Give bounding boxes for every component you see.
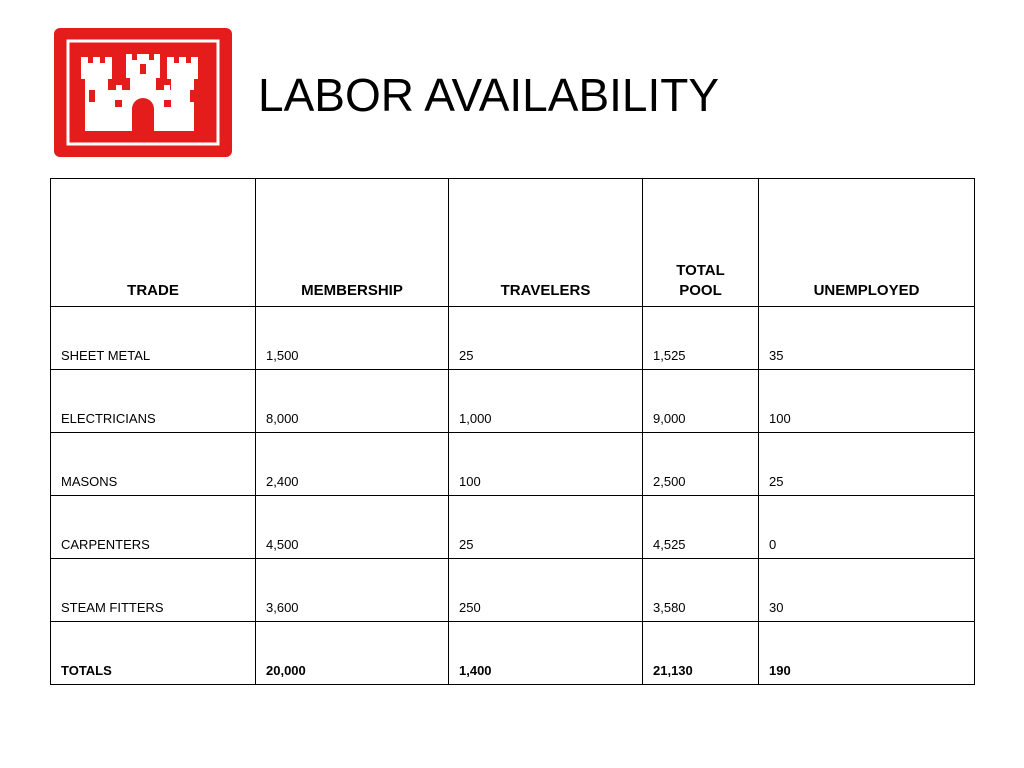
table-row bbox=[51, 433, 975, 496]
cell-unemployed: 100 bbox=[759, 370, 975, 433]
cell-total-pool: 1,525 bbox=[643, 307, 759, 370]
totals-membership: 20,000 bbox=[256, 622, 449, 685]
cell-unemployed: 30 bbox=[759, 559, 975, 622]
cell-membership: 8,000 bbox=[256, 370, 449, 433]
header-travelers: TRAVELERS bbox=[449, 179, 643, 307]
totals-travelers: 1,400 bbox=[449, 622, 643, 685]
cell-total-pool: 2,500 bbox=[643, 433, 759, 496]
cell-total-pool: 3,580 bbox=[643, 559, 759, 622]
cell-membership: 3,600 bbox=[256, 559, 449, 622]
cell-total-pool: 4,525 bbox=[643, 496, 759, 559]
cell-trade: SHEET METAL bbox=[51, 307, 256, 370]
cell-unemployed: 25 bbox=[759, 433, 975, 496]
castle-logo bbox=[54, 28, 232, 157]
header-total-pool-line2: POOL bbox=[679, 282, 722, 299]
header-total-pool bbox=[643, 179, 759, 307]
cell-travelers: 100 bbox=[449, 433, 643, 496]
table-row bbox=[51, 307, 975, 370]
cell-travelers: 25 bbox=[449, 307, 643, 370]
totals-label: TOTALS bbox=[51, 622, 256, 685]
castle-icon bbox=[54, 28, 232, 157]
cell-trade: STEAM FITTERS bbox=[51, 559, 256, 622]
table-row bbox=[51, 559, 975, 622]
totals-unemployed: 190 bbox=[759, 622, 975, 685]
header-unemployed: UNEMPLOYED bbox=[759, 179, 975, 307]
table-row bbox=[51, 496, 975, 559]
totals-row bbox=[51, 622, 975, 685]
header-trade: TRADE bbox=[51, 179, 256, 307]
cell-membership: 1,500 bbox=[256, 307, 449, 370]
cell-unemployed: 0 bbox=[759, 496, 975, 559]
cell-travelers: 250 bbox=[449, 559, 643, 622]
labor-table bbox=[50, 178, 975, 685]
header-total-pool-line1: TOTAL bbox=[676, 262, 725, 279]
page-title: LABOR AVAILABILITY bbox=[258, 69, 720, 121]
header-membership: MEMBERSHIP bbox=[256, 179, 449, 307]
cell-trade: ELECTRICIANS bbox=[51, 370, 256, 433]
cell-unemployed: 35 bbox=[759, 307, 975, 370]
cell-total-pool: 9,000 bbox=[643, 370, 759, 433]
totals-total-pool: 21,130 bbox=[643, 622, 759, 685]
table-row bbox=[51, 370, 975, 433]
cell-travelers: 1,000 bbox=[449, 370, 643, 433]
cell-travelers: 25 bbox=[449, 496, 643, 559]
cell-membership: 4,500 bbox=[256, 496, 449, 559]
cell-trade: MASONS bbox=[51, 433, 256, 496]
cell-trade: CARPENTERS bbox=[51, 496, 256, 559]
cell-membership: 2,400 bbox=[256, 433, 449, 496]
table-header-row bbox=[51, 179, 975, 307]
